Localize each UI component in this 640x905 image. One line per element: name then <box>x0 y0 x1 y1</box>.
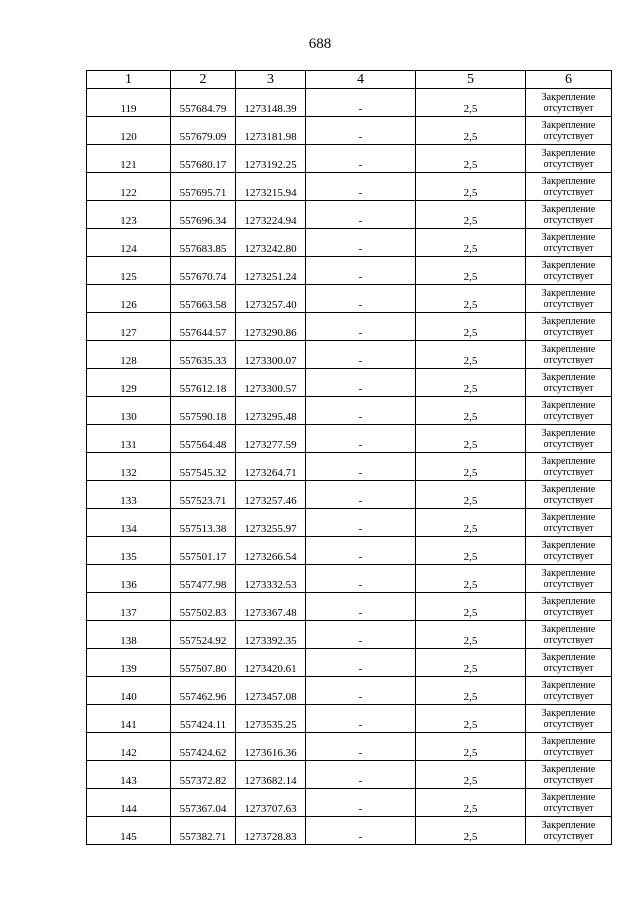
point-number-cell: 138 <box>87 621 171 649</box>
y-coordinate-cell: 1273148.39 <box>236 89 306 117</box>
fixation-status-cell <box>526 201 612 229</box>
x-coordinate-cell: 557635.33 <box>171 341 236 369</box>
column-5-cell: 2,5 <box>416 313 526 341</box>
fixation-status-cell <box>526 229 612 257</box>
column-5-cell: 2,5 <box>416 705 526 733</box>
x-coordinate-cell: 557372.82 <box>171 761 236 789</box>
y-coordinate-cell: 1273392.35 <box>236 621 306 649</box>
column-5-cell: 2,5 <box>416 509 526 537</box>
fixation-status-cell <box>526 285 612 313</box>
column-4-cell: - <box>306 761 416 789</box>
table-header-row <box>87 71 612 89</box>
column-4-cell: - <box>306 509 416 537</box>
column-5-cell: 2,5 <box>416 565 526 593</box>
point-number-cell: 131 <box>87 425 171 453</box>
point-number-cell: 133 <box>87 481 171 509</box>
fixation-status-cell <box>526 509 612 537</box>
fixation-status-line-2: отсутствует <box>543 690 594 702</box>
table-row <box>87 621 612 649</box>
point-number-cell: 143 <box>87 761 171 789</box>
table-row <box>87 453 612 481</box>
fixation-status-line-1: Закрепление <box>541 203 596 215</box>
table-row <box>87 117 612 145</box>
point-number-cell: 123 <box>87 201 171 229</box>
point-number-cell: 137 <box>87 593 171 621</box>
column-5-cell: 2,5 <box>416 145 526 173</box>
column-4-cell: - <box>306 453 416 481</box>
y-coordinate-cell: 1273295.48 <box>236 397 306 425</box>
column-4-cell: - <box>306 117 416 145</box>
y-coordinate-cell: 1273255.97 <box>236 509 306 537</box>
x-coordinate-cell: 557502.83 <box>171 593 236 621</box>
x-coordinate-cell: 557683.85 <box>171 229 236 257</box>
table-row <box>87 509 612 537</box>
fixation-status-cell <box>526 341 612 369</box>
fixation-status-line-1: Закрепление <box>541 427 596 439</box>
fixation-status-line-2: отсутствует <box>543 746 594 758</box>
table-row <box>87 677 612 705</box>
table-row <box>87 229 612 257</box>
y-coordinate-cell: 1273367.48 <box>236 593 306 621</box>
table-row <box>87 369 612 397</box>
table-row <box>87 257 612 285</box>
point-number-cell: 121 <box>87 145 171 173</box>
fixation-status-line-1: Закрепление <box>541 763 596 775</box>
fixation-status-line-2: отсутствует <box>543 662 594 674</box>
fixation-status-line-2: отсутствует <box>543 802 594 814</box>
table-body <box>87 89 612 845</box>
fixation-status-line-1: Закрепление <box>541 231 596 243</box>
x-coordinate-cell: 557477.98 <box>171 565 236 593</box>
x-coordinate-cell: 557523.71 <box>171 481 236 509</box>
x-coordinate-cell: 557501.17 <box>171 537 236 565</box>
column-5-cell: 2,5 <box>416 397 526 425</box>
fixation-status-line-1: Закрепление <box>541 567 596 579</box>
fixation-status-line-1: Закрепление <box>541 679 596 691</box>
column-header-1: 1 <box>87 71 171 89</box>
fixation-status-line-2: отсутствует <box>543 158 594 170</box>
y-coordinate-cell: 1273420.61 <box>236 649 306 677</box>
x-coordinate-cell: 557367.04 <box>171 789 236 817</box>
fixation-status-line-2: отсутствует <box>543 382 594 394</box>
fixation-status-line-2: отсутствует <box>543 606 594 618</box>
column-4-cell: - <box>306 313 416 341</box>
column-4-cell: - <box>306 145 416 173</box>
fixation-status-line-1: Закрепление <box>541 175 596 187</box>
column-4-cell: - <box>306 481 416 509</box>
column-5-cell: 2,5 <box>416 677 526 705</box>
x-coordinate-cell: 557612.18 <box>171 369 236 397</box>
fixation-status-line-2: отсутствует <box>543 130 594 142</box>
column-4-cell: - <box>306 425 416 453</box>
fixation-status-line-1: Закрепление <box>541 707 596 719</box>
y-coordinate-cell: 1273266.54 <box>236 537 306 565</box>
fixation-status-line-1: Закрепление <box>541 343 596 355</box>
column-5-cell: 2,5 <box>416 117 526 145</box>
fixation-status-line-1: Закрепление <box>541 539 596 551</box>
table-row <box>87 565 612 593</box>
fixation-status-cell <box>526 425 612 453</box>
x-coordinate-cell: 557564.48 <box>171 425 236 453</box>
point-number-cell: 132 <box>87 453 171 481</box>
table-row <box>87 145 612 173</box>
column-header-5: 5 <box>416 71 526 89</box>
x-coordinate-cell: 557424.11 <box>171 705 236 733</box>
fixation-status-line-1: Закрепление <box>541 455 596 467</box>
point-number-cell: 140 <box>87 677 171 705</box>
point-number-cell: 128 <box>87 341 171 369</box>
column-5-cell: 2,5 <box>416 201 526 229</box>
fixation-status-line-2: отсутствует <box>543 830 594 842</box>
table-row <box>87 537 612 565</box>
column-4-cell: - <box>306 537 416 565</box>
fixation-status-line-1: Закрепление <box>541 623 596 635</box>
fixation-status-line-2: отсутствует <box>543 270 594 282</box>
coordinates-table <box>86 70 612 845</box>
column-4-cell: - <box>306 229 416 257</box>
point-number-cell: 141 <box>87 705 171 733</box>
column-5-cell: 2,5 <box>416 369 526 397</box>
point-number-cell: 136 <box>87 565 171 593</box>
table-row <box>87 705 612 733</box>
y-coordinate-cell: 1273257.46 <box>236 481 306 509</box>
column-header-2: 2 <box>171 71 236 89</box>
table-row <box>87 313 612 341</box>
table-row <box>87 481 612 509</box>
column-5-cell: 2,5 <box>416 285 526 313</box>
table-row <box>87 173 612 201</box>
table-row <box>87 649 612 677</box>
fixation-status-line-2: отсутствует <box>543 550 594 562</box>
column-5-cell: 2,5 <box>416 89 526 117</box>
fixation-status-line-2: отсутствует <box>543 242 594 254</box>
column-4-cell: - <box>306 89 416 117</box>
fixation-status-line-1: Закрепление <box>541 91 596 103</box>
x-coordinate-cell: 557679.09 <box>171 117 236 145</box>
column-4-cell: - <box>306 257 416 285</box>
x-coordinate-cell: 557696.34 <box>171 201 236 229</box>
column-4-cell: - <box>306 173 416 201</box>
x-coordinate-cell: 557695.71 <box>171 173 236 201</box>
fixation-status-cell <box>526 537 612 565</box>
column-4-cell: - <box>306 593 416 621</box>
column-5-cell: 2,5 <box>416 173 526 201</box>
fixation-status-line-1: Закрепление <box>541 287 596 299</box>
column-4-cell: - <box>306 201 416 229</box>
point-number-cell: 134 <box>87 509 171 537</box>
fixation-status-line-2: отсутствует <box>543 410 594 422</box>
column-5-cell: 2,5 <box>416 593 526 621</box>
column-5-cell: 2,5 <box>416 425 526 453</box>
fixation-status-cell <box>526 453 612 481</box>
fixation-status-line-2: отсутствует <box>543 326 594 338</box>
y-coordinate-cell: 1273300.07 <box>236 341 306 369</box>
fixation-status-line-1: Закрепление <box>541 371 596 383</box>
column-4-cell: - <box>306 677 416 705</box>
fixation-status-line-1: Закрепление <box>541 511 596 523</box>
y-coordinate-cell: 1273682.14 <box>236 761 306 789</box>
point-number-cell: 145 <box>87 817 171 845</box>
fixation-status-line-2: отсутствует <box>543 718 594 730</box>
fixation-status-cell <box>526 789 612 817</box>
column-header-4: 4 <box>306 71 416 89</box>
column-4-cell: - <box>306 649 416 677</box>
point-number-cell: 122 <box>87 173 171 201</box>
fixation-status-line-1: Закрепление <box>541 735 596 747</box>
table-row <box>87 201 612 229</box>
fixation-status-cell <box>526 761 612 789</box>
y-coordinate-cell: 1273181.98 <box>236 117 306 145</box>
point-number-cell: 135 <box>87 537 171 565</box>
y-coordinate-cell: 1273251.24 <box>236 257 306 285</box>
y-coordinate-cell: 1273192.25 <box>236 145 306 173</box>
table-row <box>87 817 612 845</box>
fixation-status-line-2: отсутствует <box>543 634 594 646</box>
fixation-status-line-2: отсутствует <box>543 298 594 310</box>
column-4-cell: - <box>306 705 416 733</box>
fixation-status-cell <box>526 257 612 285</box>
point-number-cell: 127 <box>87 313 171 341</box>
fixation-status-line-2: отсутствует <box>543 578 594 590</box>
y-coordinate-cell: 1273224.94 <box>236 201 306 229</box>
y-coordinate-cell: 1273242.80 <box>236 229 306 257</box>
fixation-status-line-2: отсутствует <box>543 466 594 478</box>
fixation-status-line-1: Закрепление <box>541 791 596 803</box>
table-row <box>87 397 612 425</box>
x-coordinate-cell: 557680.17 <box>171 145 236 173</box>
fixation-status-line-1: Закрепление <box>541 819 596 831</box>
page-number: 688 <box>308 36 332 52</box>
fixation-status-cell <box>526 89 612 117</box>
fixation-status-line-2: отсутствует <box>543 354 594 366</box>
fixation-status-line-2: отсутствует <box>543 522 594 534</box>
fixation-status-line-1: Закрепление <box>541 259 596 271</box>
fixation-status-line-1: Закрепление <box>541 119 596 131</box>
x-coordinate-cell: 557524.92 <box>171 621 236 649</box>
fixation-status-cell <box>526 621 612 649</box>
table-row <box>87 733 612 761</box>
fixation-status-cell <box>526 677 612 705</box>
point-number-cell: 129 <box>87 369 171 397</box>
fixation-status-line-2: отсутствует <box>543 494 594 506</box>
column-header-6: 6 <box>526 71 612 89</box>
x-coordinate-cell: 557590.18 <box>171 397 236 425</box>
column-5-cell: 2,5 <box>416 257 526 285</box>
point-number-cell: 130 <box>87 397 171 425</box>
fixation-status-cell <box>526 593 612 621</box>
fixation-status-cell <box>526 397 612 425</box>
point-number-cell: 120 <box>87 117 171 145</box>
column-5-cell: 2,5 <box>416 733 526 761</box>
fixation-status-cell <box>526 369 612 397</box>
y-coordinate-cell: 1273290.86 <box>236 313 306 341</box>
table-row <box>87 285 612 313</box>
column-4-cell: - <box>306 817 416 845</box>
y-coordinate-cell: 1273257.40 <box>236 285 306 313</box>
fixation-status-line-1: Закрепление <box>541 399 596 411</box>
fixation-status-cell <box>526 817 612 845</box>
table-row <box>87 761 612 789</box>
column-4-cell: - <box>306 733 416 761</box>
column-5-cell: 2,5 <box>416 453 526 481</box>
fixation-status-cell <box>526 117 612 145</box>
column-5-cell: 2,5 <box>416 817 526 845</box>
x-coordinate-cell: 557424.62 <box>171 733 236 761</box>
column-5-cell: 2,5 <box>416 481 526 509</box>
y-coordinate-cell: 1273707.63 <box>236 789 306 817</box>
column-5-cell: 2,5 <box>416 621 526 649</box>
fixation-status-line-2: отсутствует <box>543 214 594 226</box>
fixation-status-line-1: Закрепление <box>541 595 596 607</box>
column-4-cell: - <box>306 565 416 593</box>
point-number-cell: 125 <box>87 257 171 285</box>
fixation-status-line-2: отсутствует <box>543 438 594 450</box>
fixation-status-line-1: Закрепление <box>541 315 596 327</box>
column-5-cell: 2,5 <box>416 229 526 257</box>
x-coordinate-cell: 557684.79 <box>171 89 236 117</box>
column-header-3: 3 <box>236 71 306 89</box>
fixation-status-cell <box>526 313 612 341</box>
x-coordinate-cell: 557663.58 <box>171 285 236 313</box>
table-row <box>87 425 612 453</box>
x-coordinate-cell: 557670.74 <box>171 257 236 285</box>
y-coordinate-cell: 1273264.71 <box>236 453 306 481</box>
y-coordinate-cell: 1273616.36 <box>236 733 306 761</box>
point-number-cell: 124 <box>87 229 171 257</box>
y-coordinate-cell: 1273728.83 <box>236 817 306 845</box>
column-4-cell: - <box>306 789 416 817</box>
column-4-cell: - <box>306 397 416 425</box>
point-number-cell: 142 <box>87 733 171 761</box>
point-number-cell: 119 <box>87 89 171 117</box>
point-number-cell: 144 <box>87 789 171 817</box>
fixation-status-line-2: отсутствует <box>543 774 594 786</box>
column-4-cell: - <box>306 285 416 313</box>
fixation-status-line-1: Закрепление <box>541 651 596 663</box>
y-coordinate-cell: 1273277.59 <box>236 425 306 453</box>
column-5-cell: 2,5 <box>416 537 526 565</box>
fixation-status-cell <box>526 705 612 733</box>
y-coordinate-cell: 1273457.08 <box>236 677 306 705</box>
column-5-cell: 2,5 <box>416 789 526 817</box>
table-row <box>87 593 612 621</box>
x-coordinate-cell: 557507.80 <box>171 649 236 677</box>
column-4-cell: - <box>306 341 416 369</box>
y-coordinate-cell: 1273535.25 <box>236 705 306 733</box>
fixation-status-line-2: отсутствует <box>543 102 594 114</box>
table-row <box>87 89 612 117</box>
y-coordinate-cell: 1273215.94 <box>236 173 306 201</box>
fixation-status-line-1: Закрепление <box>541 483 596 495</box>
fixation-status-cell <box>526 733 612 761</box>
column-5-cell: 2,5 <box>416 761 526 789</box>
y-coordinate-cell: 1273332.53 <box>236 565 306 593</box>
column-4-cell: - <box>306 621 416 649</box>
x-coordinate-cell: 557545.32 <box>171 453 236 481</box>
x-coordinate-cell: 557462.96 <box>171 677 236 705</box>
fixation-status-line-2: отсутствует <box>543 186 594 198</box>
fixation-status-cell <box>526 565 612 593</box>
x-coordinate-cell: 557382.71 <box>171 817 236 845</box>
x-coordinate-cell: 557644.57 <box>171 313 236 341</box>
y-coordinate-cell: 1273300.57 <box>236 369 306 397</box>
x-coordinate-cell: 557513.38 <box>171 509 236 537</box>
column-4-cell: - <box>306 369 416 397</box>
fixation-status-cell <box>526 145 612 173</box>
fixation-status-cell <box>526 481 612 509</box>
fixation-status-cell <box>526 649 612 677</box>
fixation-status-line-1: Закрепление <box>541 147 596 159</box>
column-5-cell: 2,5 <box>416 649 526 677</box>
column-5-cell: 2,5 <box>416 341 526 369</box>
table-row <box>87 789 612 817</box>
point-number-cell: 139 <box>87 649 171 677</box>
table-row <box>87 341 612 369</box>
point-number-cell: 126 <box>87 285 171 313</box>
fixation-status-cell <box>526 173 612 201</box>
